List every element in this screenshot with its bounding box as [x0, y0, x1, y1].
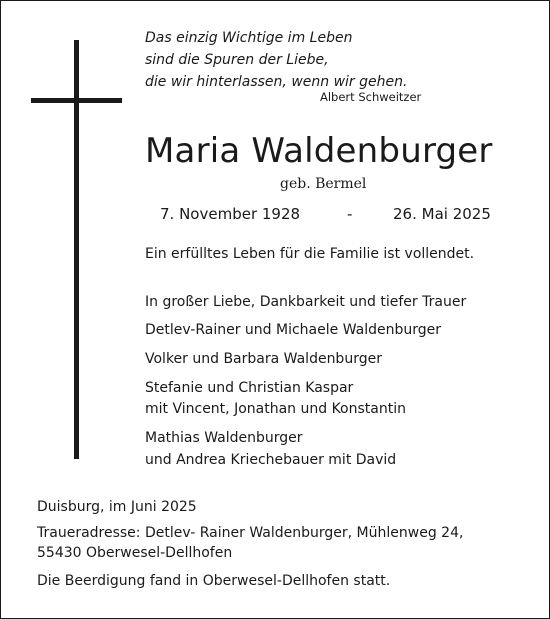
- mourners-intro: In großer Liebe, Dankbarkeit und tiefer Trauer: [145, 294, 467, 310]
- address-line: 55430 Oberwesel-Dellhofen: [37, 545, 233, 561]
- quote-line: Das einzig Wichtige im Leben: [145, 30, 353, 46]
- place-date: Duisburg, im Juni 2025: [37, 499, 197, 515]
- quote-author: Albert Schweitzer: [320, 90, 422, 104]
- birth-date: 7. November 1928: [160, 205, 301, 223]
- mourner-line: mit Vincent, Jonathan und Konstantin: [145, 401, 406, 417]
- address-line: Traueradresse: Detlev- Rainer Waldenburger, Mühlenweg 24,: [37, 525, 464, 541]
- quote: [145, 27, 407, 93]
- mourner-line: Stefanie und Christian Kaspar: [145, 380, 354, 396]
- cross-icon-horizontal-bar: [31, 98, 122, 103]
- mourner-line: und Andrea Kriechebauer mit David: [145, 452, 397, 468]
- maiden-name: geb. Bermel: [280, 176, 367, 192]
- death-date: 26. Mai 2025: [393, 205, 491, 223]
- quote-line: sind die Spuren der Liebe,: [145, 52, 329, 68]
- mourner-line: Detlev-Rainer und Michaele Waldenburger: [145, 322, 442, 338]
- deceased-name: Maria Waldenburger: [145, 131, 493, 171]
- quote-line: die wir hinterlassen, wenn wir gehen.: [145, 74, 408, 90]
- date-separator: -: [347, 205, 353, 223]
- epitaph: Ein erfülltes Leben für die Familie ist vollendet.: [145, 246, 475, 262]
- funeral-note: Die Beerdigung fand in Oberwesel-Dellhofen statt.: [37, 573, 391, 589]
- mourner-line: Volker und Barbara Waldenburger: [145, 351, 382, 367]
- mourner-line: Mathias Waldenburger: [145, 430, 303, 446]
